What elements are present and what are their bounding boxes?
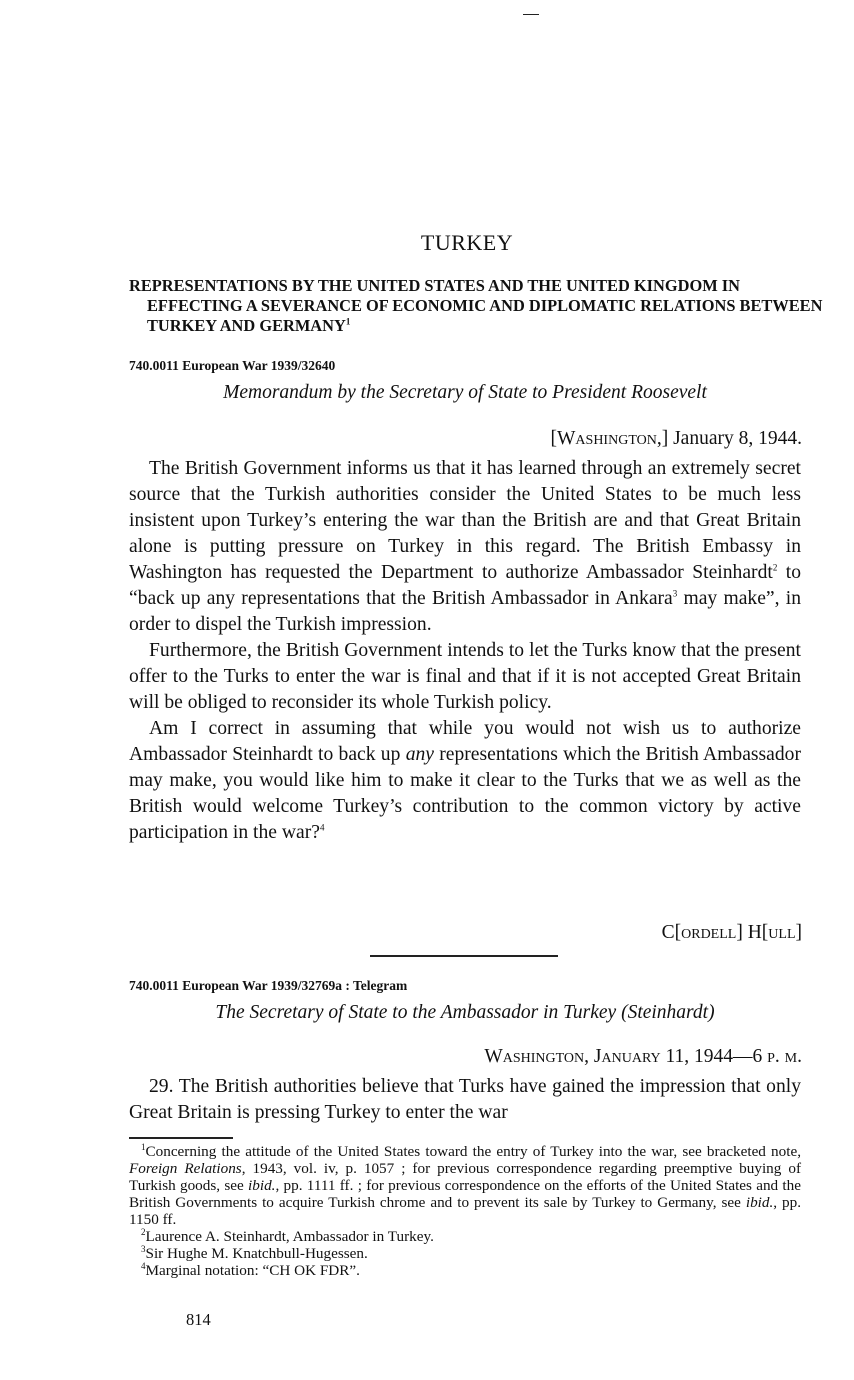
doc1-signature: C[ordell] H[ull] bbox=[661, 922, 802, 943]
footnote-3-text: Sir Hughe M. Knatchbull-Hugessen. bbox=[145, 1245, 368, 1262]
doc1-body bbox=[129, 456, 801, 846]
footnote-1-text-a: Concerning the attitude of the United States toward the entry of Turkey into the war, see bracketed note, bbox=[145, 1143, 801, 1160]
doc1-p1-text-c: may make”, in order to dispel the Turkish impression. bbox=[129, 588, 801, 635]
doc2-dateline: Washington, January 11, 1944—6 p. m. bbox=[484, 1046, 802, 1067]
footnote-2 bbox=[129, 1228, 801, 1245]
footnote-1-number: 1 bbox=[141, 1141, 146, 1152]
doc2-paragraph-1: 29. The British authorities believe that Turks have gained the impression that only Great Britain is pressing Turkey to enter the war bbox=[129, 1076, 801, 1123]
footnote-ref-2[interactable]: 2 bbox=[772, 562, 778, 573]
doc1-title: Memorandum by the Secretary of State to President Roosevelt bbox=[223, 382, 707, 403]
footnote-ref-1[interactable]: 1 bbox=[345, 316, 351, 327]
section-title bbox=[129, 276, 823, 336]
footnote-4-text: Marginal notation: “CH OK FDR”. bbox=[145, 1262, 360, 1279]
doc1-dateline-place: [Washington,] bbox=[550, 428, 669, 449]
doc1-dateline bbox=[551, 428, 802, 450]
footnote-1-source: Foreign Relations bbox=[129, 1160, 242, 1177]
doc2-title: The Secretary of State to the Ambassador in Turkey (Steinhardt) bbox=[215, 1002, 715, 1023]
doc1-p3-text-b: representations which the British Ambassador may make, you would like him to make it clear to the Turks that we as well as the British would welcome Turkey’s contribution to the common victory by active participation in the war? bbox=[129, 744, 801, 843]
doc2-body bbox=[129, 1074, 801, 1126]
footnote-ref-3[interactable]: 3 bbox=[672, 588, 678, 599]
footnotes bbox=[129, 1143, 801, 1279]
doc1-p1-text-b: to “back up any representations that the British Ambassador in Ankara bbox=[129, 562, 801, 609]
footnote-3-number: 3 bbox=[141, 1243, 146, 1254]
footnote-1-text-b: , 1943, vol. iv, p. 1057 ; for previous correspondence regarding preemptive buying of Turkish goods, see bbox=[129, 1160, 802, 1194]
footnote-rule bbox=[129, 1137, 233, 1139]
footnote-1-ibid-2: ibid. bbox=[745, 1194, 774, 1211]
footnote-3 bbox=[129, 1245, 801, 1262]
footnote-1-ibid-1: ibid. bbox=[248, 1177, 276, 1194]
doc1-p1-text-a: The British Government informs us that it has learned through an extremely secret source that the Turkish authorities consider the United States to be much less insistent upon Turkey’s entering the war than the British are and that Great Britain alone is putting pressure on Turkey in this regard. The British Embassy in Washington has requested the Department to authorize Ambassador Steinhardt bbox=[129, 458, 801, 583]
footnote-2-number: 2 bbox=[141, 1226, 146, 1237]
chapter-heading: TURKEY bbox=[420, 230, 514, 255]
doc1-paragraph-3 bbox=[129, 716, 801, 846]
doc1-paragraph-2: Furthermore, the British Government intends to let the Turks know that the present offer to the Turks to enter the war is final and that if it is not accepted Great Britain will be obliged to reconsider its whole Turkish policy. bbox=[129, 640, 801, 713]
section-title-text: REPRESENTATIONS BY THE UNITED STATES AND THE UNITED KINGDOM IN EFFECTING A SEVERANCE OF ECONOMIC AND DIPLOMATIC RELATIONS BETWEEN TURKEY AND GERMANY bbox=[129, 276, 823, 335]
doc1-paragraph-1 bbox=[129, 456, 801, 638]
footnote-1-text-d: , pp. 1150 ff. bbox=[129, 1194, 802, 1228]
top-mark bbox=[523, 14, 539, 15]
footnote-4 bbox=[129, 1262, 801, 1279]
page-number: 814 bbox=[186, 1310, 211, 1329]
doc1-p3-emphasis: any bbox=[405, 744, 434, 765]
footnote-4-number: 4 bbox=[141, 1260, 146, 1271]
footnote-1 bbox=[129, 1143, 801, 1228]
doc1-p3-text-a: Am I correct in assuming that while you would not wish us to authorize Ambassador Steinhardt to back up bbox=[129, 718, 801, 765]
footnote-ref-4[interactable]: 4 bbox=[319, 822, 325, 833]
doc1-dateline-date: January 8, 1944. bbox=[668, 428, 802, 449]
footnote-1-text-c: , pp. 1111 ff. ; for previous correspondence on the efforts of the United States and the British Governments to acquire Turkish chrome and to prevent its sale by Turkey to Germany, see bbox=[129, 1177, 801, 1211]
doc2-file-number: 740.0011 European War 1939/32769a : Telegram bbox=[129, 978, 408, 993]
footnote-2-text: Laurence A. Steinhardt, Ambassador in Turkey. bbox=[145, 1228, 434, 1245]
document-separator bbox=[370, 955, 558, 957]
doc1-file-number: 740.0011 European War 1939/32640 bbox=[129, 358, 336, 373]
